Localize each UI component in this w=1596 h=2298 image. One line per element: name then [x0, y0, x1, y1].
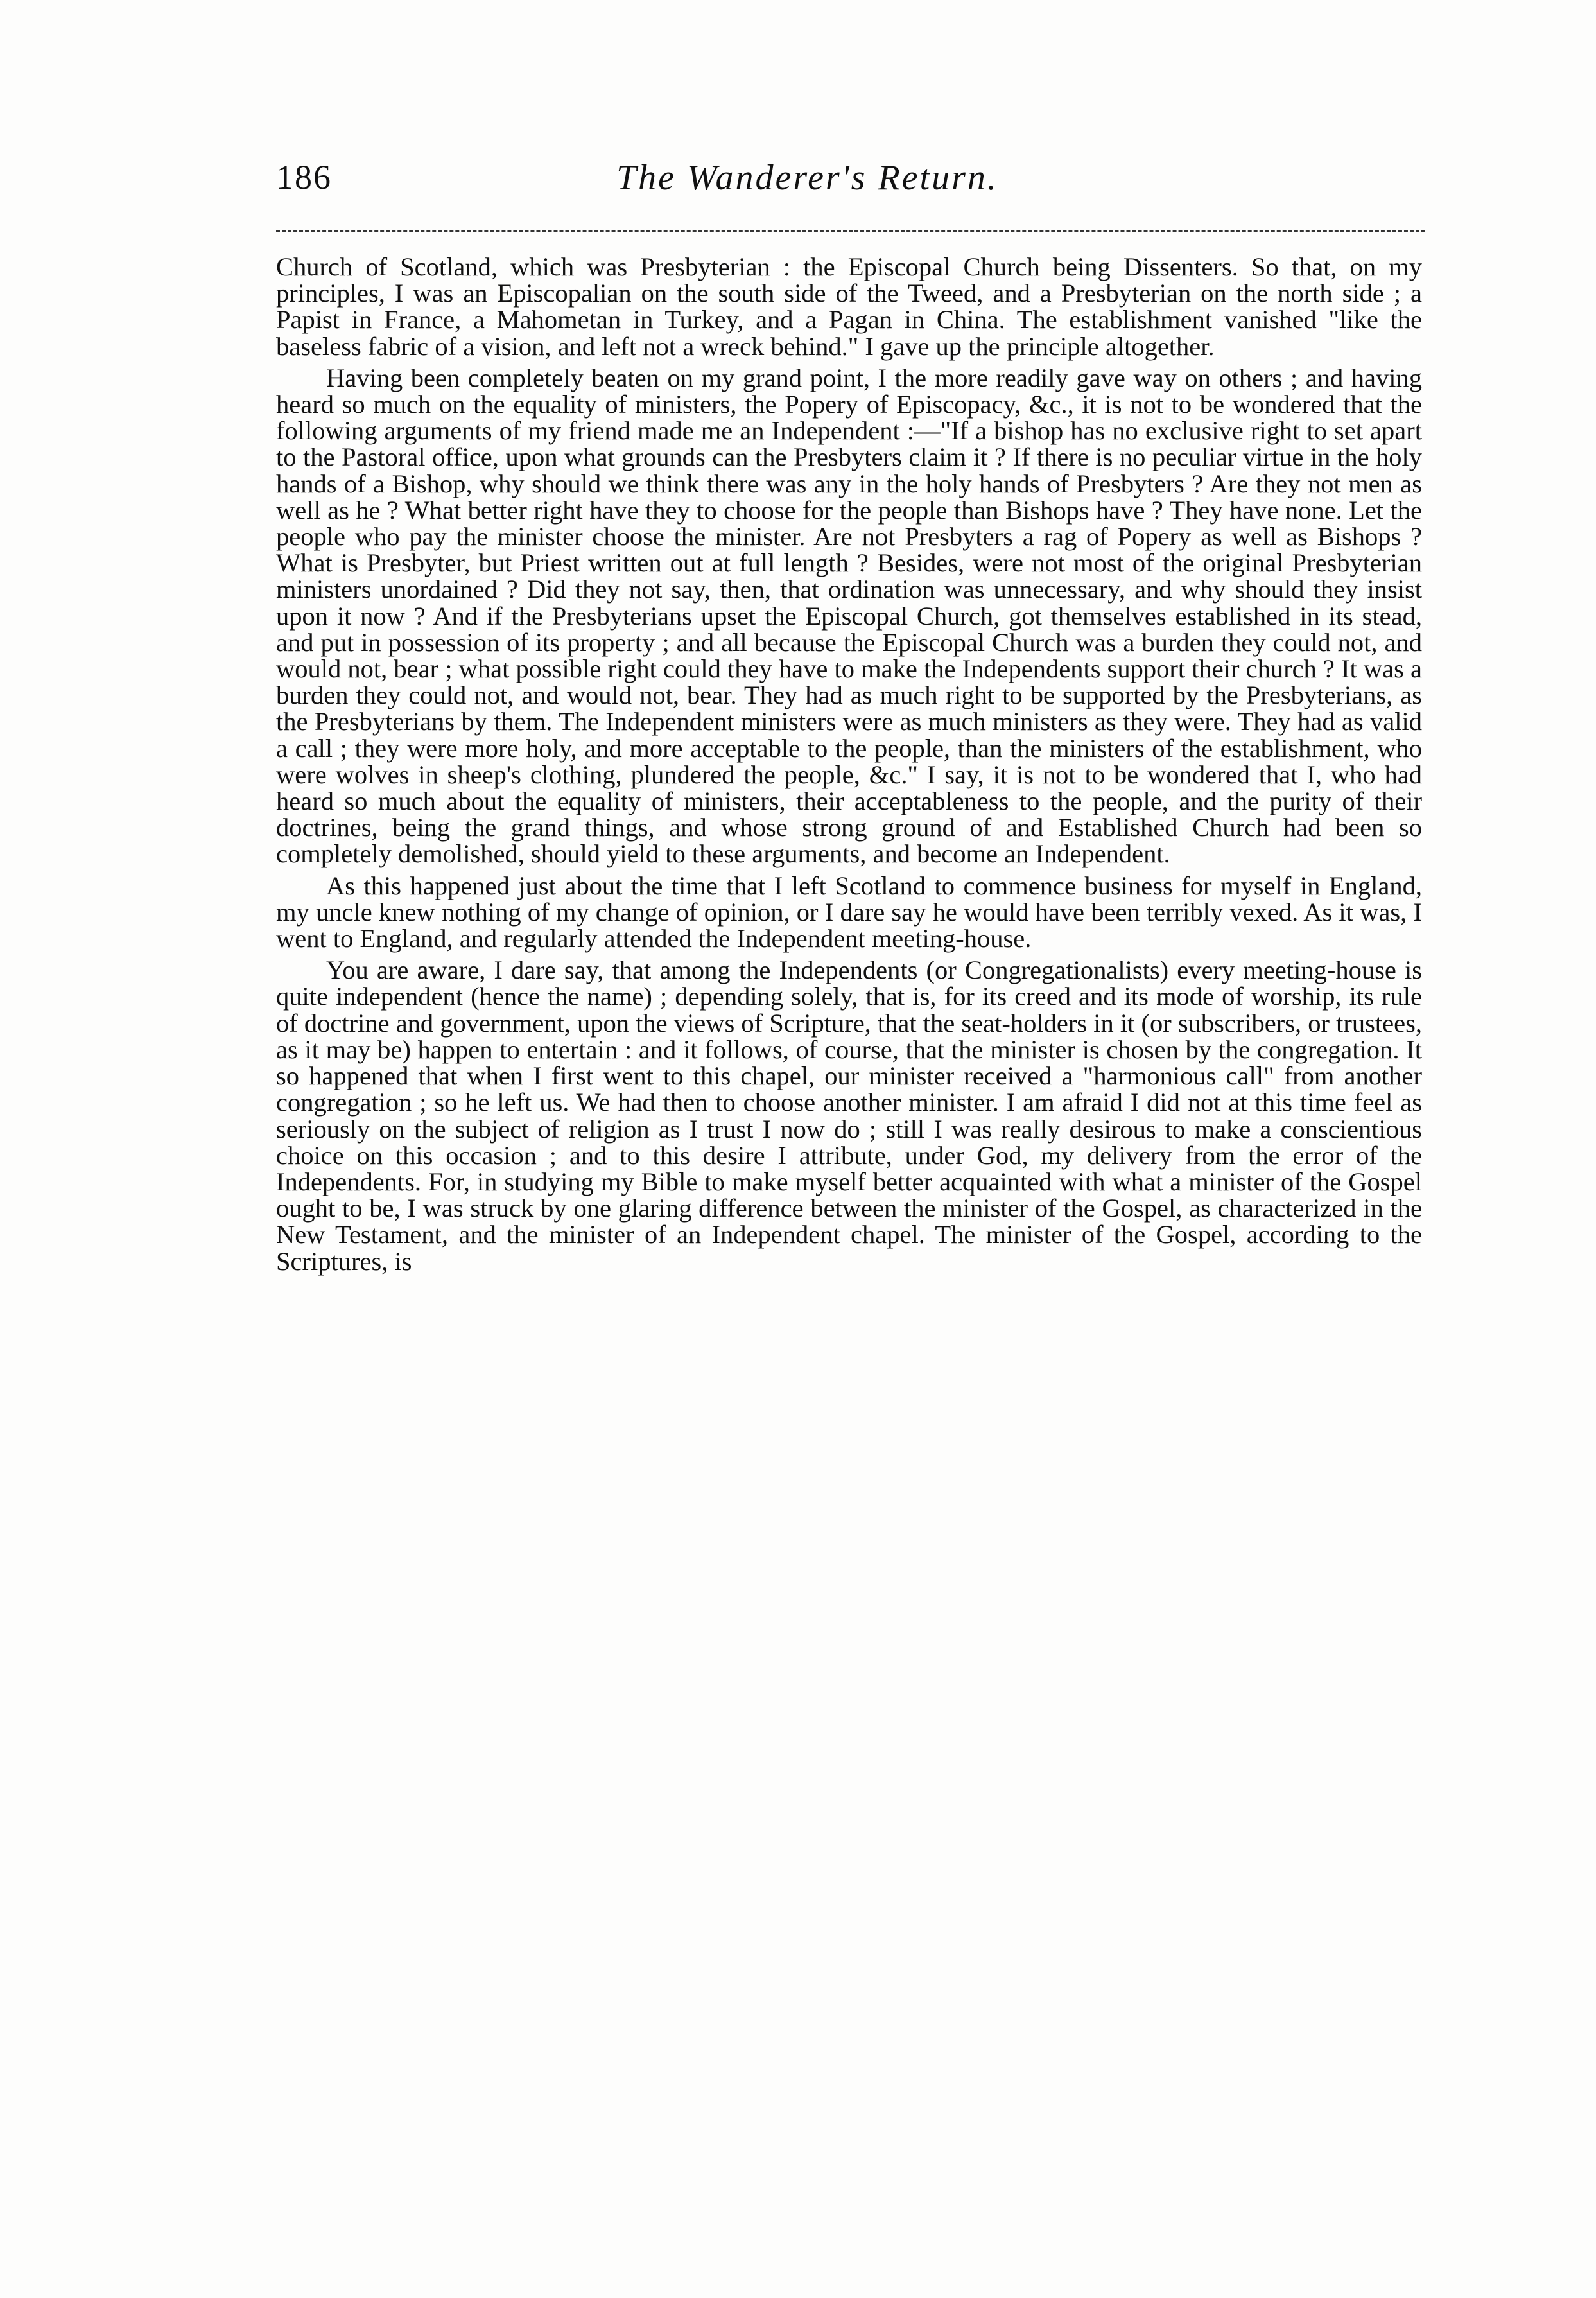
- paragraph: You are aware, I dare say, that among the Independents (or Congregationalists) every meeting-house is quite independent (hence the name) ; depending solely, that is, for its creed and its mode of worship, its rule of doctrine and government, upon the views of Scripture, that the seat-holders in it (or subscribers, or trustees, as it may be) happen to entertain : and it follows, of course, that the minister is chosen by the congregation. It so happened that when I first went to this chapel, our minister received a "harmonious call" from another congregation ; so he left us. We had then to choose another minister. I am afraid I did not at this time feel as seriously on the subject of religion as I trust I now do ; still I was really desirous to make a conscientious choice on this occasion ; and to this desire I attribute, under God, my delivery from the error of the Independents. For, in studying my Bible to make myself better acquainted with what a minister of the Gospel ought to be, I was struck by one glaring difference between the minister of the Gospel, as characterized in the New Testament, and the minister of an Independent chapel. The minister of the Gospel, according to the Scriptures, is: [276, 955, 1422, 1276]
- header-rule: [276, 230, 1425, 232]
- paragraph: Having been completely beaten on my grand point, I the more readily gave way on others ; and having heard so much on the equality of ministers, the Popery of Episcopacy, &c., it is not to be wondered that the following arguments of my friend made me an Independent :—"If a bishop has no exclusive right to set apart to the Pastoral office, upon what grounds can the Presbyters claim it ? If there is no peculiar virtue in the holy hands of a Bishop, why should we think there was any in the holy hands of Presbyters ? Are they not men as well as he ? What better right have they to choose for the people than Bishops have ? They have none. Let the people who pay the minister choose the minister. Are not Presbyters a rag of Popery as well as Bishops ? What is Presbyter, but Priest written out at full length ? Besides, were not most of the original Presbyterian ministers unordained ? Did they not say, then, that ordination was unnecessary, and why should they insist upon it now ? And if the Presbyterians upset the Episcopal Church, got themselves established in its stead, and put in possession of its property ; and all because the Episcopal Church was a burden they could not, and would not, bear ; what possible right could they have to make the Independents support their church ? It was a burden they could not, and would not, bear. They had as much right to be supported by the Presbyterians, as the Presbyterians by them. The Independent ministers were as much ministers as they were. They had as valid a call ; they were more holy, and more acceptable to the people, than the ministers of the establishment, who were wolves in sheep's clothing, plundered the people, &c." I say, it is not to be wondered that I, who had heard so much about the equality of ministers, their acceptableness to the people, and the purity of their doctrines, being the grand things, and whose strong ground of and Established Church had been so completely demolished, should yield to these arguments, and become an Independent.: [276, 363, 1422, 869]
- paragraph-continued: Church of Scotland, which was Presbyterian : the Episcopal Church being Dissenters. So that, on my principles, I was an Episcopalian on the south side of the Tweed, and a Presbyterian on the north side ; a Papist in France, a Mahometan in Turkey, and a Pagan in China. The establishment vanished "like the baseless fabric of a vision, and left not a wreck behind." I gave up the principle altogether.: [276, 252, 1422, 361]
- paragraph: As this happened just about the time that I left Scotland to commence business for myself in England, my uncle knew nothing of my change of opinion, or I dare say he would have been terribly vexed. As it was, I went to England, and regularly attended the Independent meeting-house.: [276, 871, 1422, 953]
- page-number: 186: [276, 158, 332, 196]
- body-text: [276, 254, 1422, 1280]
- running-title: The Wanderer's Return.: [616, 158, 998, 198]
- running-head: [276, 138, 1432, 209]
